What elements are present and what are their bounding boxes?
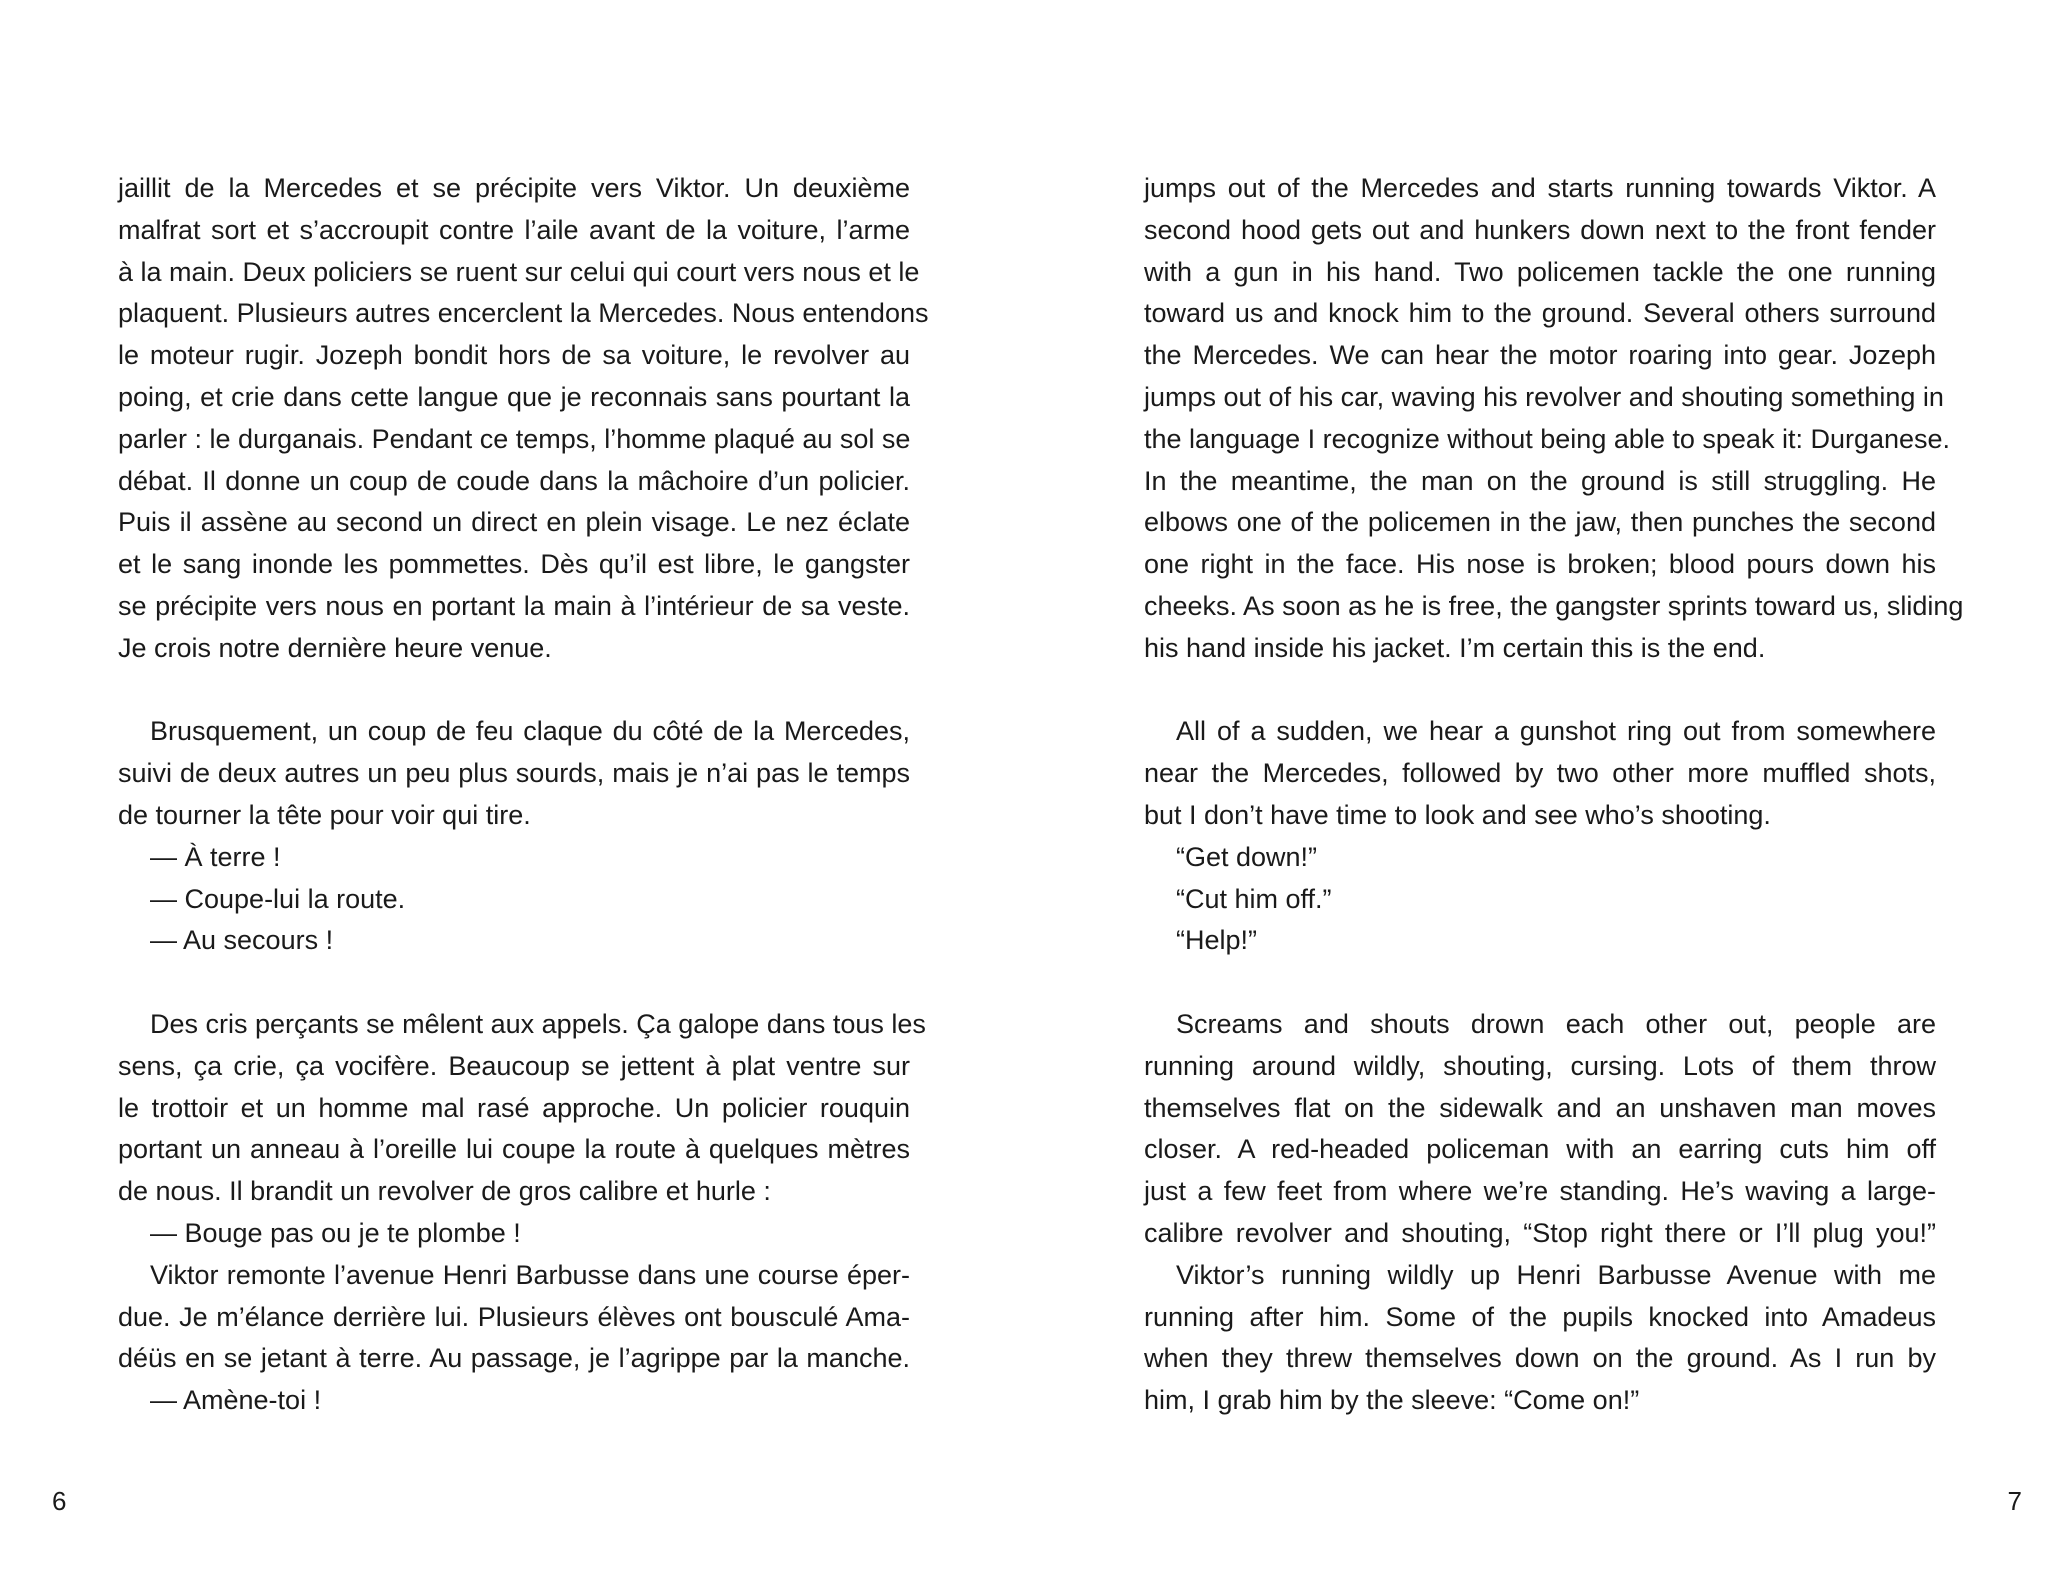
text-line: Viktor’s running wildly up Henri Barbusse Avenue with me	[1176, 1259, 1936, 1290]
paragraph-gap	[118, 962, 910, 1004]
text-line: déüs en se jetant à terre. Au passage, je l’agrippe par la manche.	[118, 1343, 910, 1374]
text-line: just a few feet from where we’re standing. He’s waving a large-	[1144, 1176, 1936, 1207]
text-line: the Mercedes. We can hear the motor roaring into gear. Jozeph	[1144, 340, 1936, 371]
text-line: Je crois notre dernière heure venue.	[118, 632, 552, 663]
left-page-text	[118, 168, 929, 1422]
text-line: In the meantime, the man on the ground is still struggling. He	[1144, 465, 1936, 496]
text-line: de nous. Il brandit un revolver de gros calibre et hurle :	[118, 1176, 771, 1207]
text-line: de tourner la tête pour voir qui tire.	[118, 799, 531, 830]
text-line: running after him. Some of the pupils knocked into Amadeus	[1144, 1301, 1936, 1332]
text-line: — Coupe-lui la route.	[150, 883, 406, 914]
text-line: him, I grab him by the sleeve: “Come on!”	[1144, 1385, 1640, 1416]
paragraph-gap	[1144, 670, 1936, 712]
text-line: Brusquement, un coup de feu claque du côté de la Mercedes,	[150, 716, 910, 747]
text-line: themselves flat on the sidewalk and an unshaven man moves	[1144, 1092, 1936, 1123]
text-line: All of a sudden, we hear a gunshot ring out from somewhere	[1176, 716, 1936, 747]
text-line: suivi de deux autres un peu plus sourds, mais je n’ai pas le temps	[118, 758, 910, 789]
text-line: “Help!”	[1176, 925, 1258, 956]
text-line: débat. Il donne un coup de coude dans la mâchoire d’un policier.	[118, 465, 910, 496]
text-line: jumps out of the Mercedes and starts running towards Viktor. A	[1144, 173, 1936, 203]
text-line: one right in the face. His nose is broken; blood pours down his	[1144, 549, 1936, 580]
text-line: sens, ça crie, ça vocifère. Beaucoup se jettent à plat ventre sur	[118, 1050, 910, 1081]
text-line: — Amène-toi !	[150, 1385, 322, 1416]
right-page-number: 7	[2007, 1486, 2022, 1516]
text-line: jaillit de la Mercedes et se précipite vers Viktor. Un deuxième	[118, 173, 910, 203]
text-line: cheeks. As soon as he is free, the gangster sprints toward us, sliding	[1144, 590, 1964, 621]
text-line: running around wildly, shouting, cursing. Lots of them throw	[1144, 1050, 1936, 1081]
text-line: portant un anneau à l’oreille lui coupe la route à quelques mètres	[118, 1134, 910, 1165]
text-line: le moteur rugir. Jozeph bondit hors de sa voiture, le revolver au	[118, 340, 910, 371]
text-line: plaquent. Plusieurs autres encerclent la Mercedes. Nous entendons	[118, 298, 929, 329]
text-line: when they threw themselves down on the ground. As I run by	[1144, 1343, 1936, 1374]
text-line: se précipite vers nous en portant la main à l’intérieur de sa veste.	[118, 590, 910, 621]
text-line: with a gun in his hand. Two policemen tackle the one running	[1144, 256, 1936, 287]
paragraph-gap	[1144, 962, 1936, 1004]
text-line: parler : le durganais. Pendant ce temps, l’homme plaqué au sol se	[118, 423, 911, 454]
text-line: poing, et crie dans cette langue que je reconnais sans pourtant la	[118, 381, 910, 412]
text-line: the language I recognize without being able to speak it: Durganese.	[1144, 423, 1951, 454]
text-line: elbows one of the policemen in the jaw, then punches the second	[1144, 507, 1936, 538]
left-page-number: 6	[52, 1486, 67, 1516]
right-page	[1024, 0, 2048, 1575]
text-line: Des cris perçants se mêlent aux appels. Ça galope dans tous les	[150, 1008, 926, 1039]
text-line: calibre revolver and shouting, “Stop right there or I’ll plug you!”	[1144, 1217, 1936, 1248]
text-line: le trottoir et un homme mal rasé approche. Un policier rouquin	[118, 1092, 910, 1123]
text-line: but I don’t have time to look and see who’s shooting.	[1144, 799, 1771, 830]
text-line: jumps out of his car, waving his revolver and shouting something in	[1144, 381, 1944, 412]
text-line: et le sang inonde les pommettes. Dès qu’il est libre, le gangster	[118, 549, 910, 580]
text-line: due. Je m’élance derrière lui. Plusieurs élèves ont bousculé Ama-	[118, 1301, 910, 1332]
text-line: “Get down!”	[1176, 841, 1318, 872]
paragraph-gap	[118, 670, 910, 712]
text-line: Viktor remonte l’avenue Henri Barbusse dans une course éper-	[150, 1259, 910, 1290]
text-line: toward us and knock him to the ground. Several others surround	[1144, 298, 1936, 329]
right-page-text	[1144, 168, 1964, 1422]
text-line: second hood gets out and hunkers down next to the front fender	[1144, 214, 1936, 245]
text-line: near the Mercedes, followed by two other more muffled shots,	[1144, 758, 1936, 789]
text-line: — À terre !	[150, 841, 281, 872]
text-line: his hand inside his jacket. I’m certain this is the end.	[1144, 632, 1766, 663]
text-line: à la main. Deux policiers se ruent sur celui qui court vers nous et le	[118, 256, 920, 287]
text-line: closer. A red-headed policeman with an earring cuts him off	[1144, 1134, 1936, 1165]
text-line: — Au secours !	[150, 925, 334, 956]
text-line: Screams and shouts drown each other out, people are	[1176, 1008, 1936, 1039]
text-line: malfrat sort et s’accroupit contre l’aile avant de la voiture, l’arme	[118, 214, 910, 245]
text-line: — Bouge pas ou je te plombe !	[150, 1217, 521, 1248]
text-line: “Cut him off.”	[1176, 883, 1332, 914]
text-line: Puis il assène au second un direct en plein visage. Le nez éclate	[118, 507, 910, 538]
